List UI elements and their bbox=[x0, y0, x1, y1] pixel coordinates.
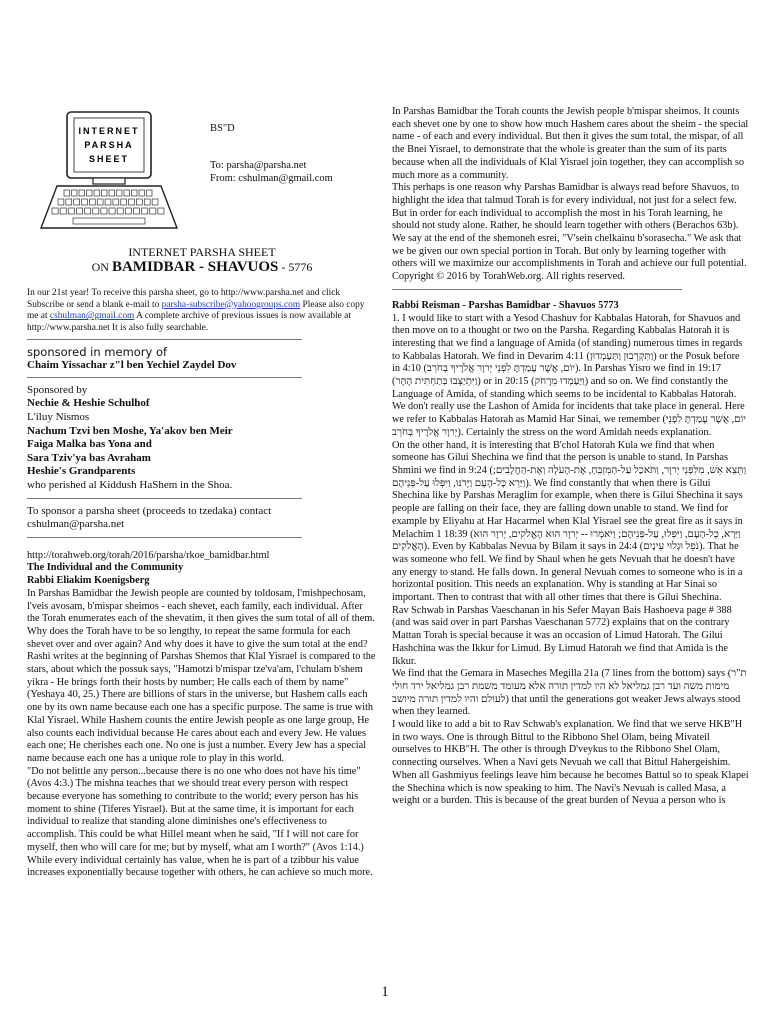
sponsor-contact bbox=[27, 505, 377, 532]
intro-text-1: In our 21st year! To receive this parsha sheet, go to http://www.parsha.net and click Subscribe or send a blank e-mail to bbox=[27, 288, 341, 310]
copyright: Copyright © 2016 by TorahWeb.org. All rights reserved. bbox=[392, 271, 625, 283]
title-year: - 5776 bbox=[281, 260, 313, 274]
logo-key bbox=[102, 190, 108, 196]
sponsor-line: Nechie & Heshie Schulhof bbox=[27, 397, 150, 410]
internet-parsha-sheet-logo bbox=[27, 110, 189, 242]
logo-key bbox=[129, 199, 135, 205]
logo-key bbox=[97, 199, 103, 205]
logo-key bbox=[125, 208, 131, 214]
logo-key bbox=[147, 190, 153, 196]
logo-key bbox=[133, 208, 139, 214]
sponsor-memory-name: Chaim Yissachar z"l ben Yechiel Zaydel Dov bbox=[27, 359, 237, 372]
sponsor-heading: Sponsored by bbox=[27, 383, 88, 396]
sponsor-line: L'iluy Nismos bbox=[27, 410, 90, 423]
logo-key bbox=[142, 208, 148, 214]
title-on: ON bbox=[91, 260, 109, 274]
logo-key bbox=[89, 199, 95, 205]
logo-key bbox=[68, 208, 74, 214]
logo-key bbox=[58, 199, 64, 205]
logo-key bbox=[82, 199, 88, 205]
intro-text-3: A complete archive of previous issues is now available at http://www.parsha.net It is also fully searchable. bbox=[27, 311, 351, 333]
divider bbox=[392, 289, 682, 290]
intro-paragraph bbox=[27, 288, 377, 334]
logo-key bbox=[136, 199, 142, 205]
divider bbox=[27, 498, 302, 499]
article-title: Rabbi Reisman - Parshas Bamidbar - Shavuos 5773 bbox=[392, 299, 619, 311]
logo-key bbox=[139, 190, 145, 196]
sponsor-footer: who perished al Kiddush HaShem in the Shoa. bbox=[27, 478, 233, 491]
sponsor-name: Faiga Malka bas Yona and bbox=[27, 438, 152, 451]
article-paragraph: On the other hand, it is interesting that B'chol Hatorah Kula we find that when someone has Gilui Shechina we find that the person is unable to stand. In Parshas Shmini we find in 9:24 (וַתֵּצֵא אֵשׁ, מִלִּפְנֵי יְרוָר, וַתֹּאכַל עַל-הַמִּזְבֵּחַ, אֶת-הָעֹלָה וְאֶת-הַחֲלָבִים; וַיַּרְא כָּל-הָעָם וַיָּרֹנּוּ, וַיִּפְּלוּ עַל-פְּנֵיהֶם). We find constantly that when there is Gilui Shechina like by Parshas Meraglim for example, when there is Gilui Shechina it says people are falling on their face, they are falling down unable to stand. We find for example by Eliyahu at Har Hacarmel when Klal Yisrael see the great fire as it says in Melachim 1 18:39 (וַיַּרְא, כָּל-הָעָם, וַיִּפְּלוּ, עַל-פְּנֵיהֶם; וַיֹּאמְרוּ -- יְרוָר הוּא הָאֱלֹקִים, יְרוָר הוּא הָאֱלֹקִים). Even by Kabbalas Nevua by Bilam it says in 24:4 (נֹפֵל וּגְלוּי עֵינָיִם). That he was someone who fell. We find by Shaul when he gets Nevuah that he doesn't have any energy to stand. He falls down. In general Nevuah comes to someone who is in a horizontal position. This needs an explanation. Why is standing at Har Sinai so important. Then to contrast that with all other times that there is Gilui Shechina. bbox=[392, 439, 747, 604]
logo-line-2: PARSHA bbox=[84, 140, 134, 150]
divider bbox=[27, 339, 302, 340]
sponsor-contact-line: To sponsor a parsha sheet (proceeds to tzedaka) contact bbox=[27, 504, 272, 517]
article-paragraph: "Do not belittle any person...because there is no one who does not have his time" (Avos 4:3.) The mishna teaches that we should treat every person with respect because everyone has something to contribute to the world; every person has his moment to shine (Tiferes Yisrael). But at the same time, it is important for each individual to realize that standing alone diminishes one's effectiveness to accomplish. This could be what Hillel meant when he said, "If I will not care for myself, then who will care for me; but by myself, what am I worth?" (Avos 1:14.) While every individual certainly has value, when he is part of a tzibbur his value increases exponentially because together with others, he can achieve so much more. bbox=[27, 765, 373, 879]
article-paragraph: This perhaps is one reason why Parshas Bamidbar is always read before Shavuos, to highlight the idea that talmud Torah is for every individual, not just for a select few. But in order for each individual to accomplish the most in his Torah learning, he should not study alone. Rather, he should learn together with others (Berachos 63b). bbox=[392, 182, 740, 232]
left-column bbox=[27, 288, 377, 880]
article-paragraph: I would like to add a bit to Rav Schwab's explanation. We find that we serve HKB"H in two ways. One is through Bittul to the Ribbono Shel Olam, being Mivateil ourselves to HKB"H. The other is through D'veykus to the Ribbono Shel Olam, connecting ourselves. When a Navi gets Nevuah we call that Bittul Hahergeishim. When all Gashmiyus feelings leave him because he becomes Battul so to speak Klapei the Shechina which is now speaking to him. The Navi's Nevuah is called Masa, a weight or a burden. This is because of the great burden of Nevua a person who is bbox=[392, 719, 749, 807]
sponsor-name: Nachum Tzvi ben Moshe, Ya'akov ben Meir bbox=[27, 424, 233, 437]
sponsor-name: Heshie's Grandparents bbox=[27, 465, 136, 478]
subscribe-link[interactable]: parsha-subscribe@yahoogroups.com bbox=[161, 299, 301, 310]
logo-key bbox=[158, 208, 164, 214]
logo-key bbox=[152, 199, 158, 205]
right-column bbox=[392, 106, 750, 808]
logo-key bbox=[60, 208, 66, 214]
bsd-label: BS"D bbox=[210, 123, 235, 134]
sponsor-name: Sara Tziv'ya bas Avraham bbox=[27, 451, 151, 464]
sponsor-block bbox=[27, 384, 377, 493]
logo-key bbox=[66, 199, 72, 205]
logo-key bbox=[132, 190, 138, 196]
article-author: Rabbi Eliakim Koenigsberg bbox=[27, 575, 150, 587]
logo-key bbox=[113, 199, 119, 205]
logo-key bbox=[117, 208, 123, 214]
email-link[interactable]: cshulman@gmail.com bbox=[49, 311, 135, 322]
logo-key bbox=[121, 199, 127, 205]
intro-text-2: Please also copy me at bbox=[27, 299, 365, 322]
logo-key bbox=[144, 199, 150, 205]
article-paragraph: In Parshas Bamidbar the Jewish people are counted by toldosam, l'mishpechosam, l'veis avosam, b'mispar sheimos - each shevet, each family, each individual. After the Torah enumerates each of the shevatim, it then gives the sum total of all of them. Why does the Torah have to be so lengthy, to repeat the same formula for each shevet over and over again? And why does it have to give the sum total at the end? bbox=[27, 587, 375, 650]
logo-key bbox=[74, 199, 80, 205]
logo-key bbox=[72, 190, 78, 196]
logo-key bbox=[79, 190, 85, 196]
article-paragraph: Rashi writes at the beginning of Parshas Shemos that Klal Yisrael is compared to the stars, about which the possuk says, "Hamotzi b'mispar tze'va'am, l'chulam b'shem yikra - He brings forth their hosts by number; He calls each of them by name" (Yeshaya 40, 25.) There are billions of stars in the universe, but Hashem calls each one by its own name because each one has a specific purpose. The same is true with Klal Yisrael. While Hashem counts the entire Jewish people as one large group, He also counts each individual because He cares about each and every Jew. He values each one; He cherishes each one. No one is just a number. Every Jew has a special name because each one has a unique role to play in this world. bbox=[27, 651, 376, 764]
logo-key bbox=[150, 208, 156, 214]
logo-key bbox=[101, 208, 107, 214]
article-title: The Individual and the Community bbox=[27, 562, 184, 574]
logo-key bbox=[85, 208, 91, 214]
logo-key bbox=[93, 208, 99, 214]
article-paragraph: Rav Schwab in Parshas Vaeschanan in his Sefer Mayan Bais Hashoeva page # 388 (and was said over in part Parshas Vaeschanan 5772) explains that on the contrary Mattan Torah is special because it was an occasion of Limud Hatorah. The Gilui Hashchina was the Ikkur for Limud. By Limud Hatorah we find that Amida is the Ikkur. bbox=[392, 604, 732, 667]
article-paragraph: We find that the Gemara in Maseches Megilla 21a (7 lines from the bottom) says (ת"ר מימות משה ועד רבן גמליאל לא היו למדין תורה אלא מעומד משמת רבן גמליאל ירד חולי לעולם והיו למדין תורה מיושב) that until the generations got weaker Jews always stood when they learned. bbox=[392, 668, 747, 718]
from-address: From: cshulman@gmail.com bbox=[210, 173, 333, 184]
logo-key bbox=[94, 190, 100, 196]
sponsor-contact-email: cshulman@parsha.net bbox=[27, 518, 125, 531]
logo-key bbox=[117, 190, 123, 196]
logo-key bbox=[87, 190, 93, 196]
article-url: http://torahweb.org/torah/2016/parsha/rkoe_bamidbar.html bbox=[27, 549, 270, 561]
logo-key bbox=[124, 190, 130, 196]
divider bbox=[27, 377, 302, 378]
to-address: To: parsha@parsha.net bbox=[210, 160, 307, 171]
logo-line-3: SHEET bbox=[88, 154, 130, 164]
sponsor-memory-heading: sponsored in memory of bbox=[27, 345, 168, 360]
title-parsha: BAMIDBAR - SHAVUOS bbox=[111, 259, 279, 275]
logo-key bbox=[52, 208, 58, 214]
logo-line-1: INTERNET bbox=[78, 126, 140, 136]
logo-key bbox=[109, 208, 115, 214]
page-number: 1 bbox=[381, 984, 389, 1000]
logo-key bbox=[64, 190, 70, 196]
logo-key bbox=[105, 199, 111, 205]
article-paragraph: We say at the end of the shemoneh esrei, "V'sein chelkainu b'sorasecha." We ask that we be given our own special portion in Torah. But only by learning together with others will we maximize our accomplishments in Torah and achieve our full potential. bbox=[392, 233, 747, 270]
divider bbox=[27, 537, 302, 538]
logo-key bbox=[76, 208, 82, 214]
sheet-subtitle bbox=[27, 259, 377, 276]
logo-key bbox=[109, 190, 115, 196]
sheet-title: INTERNET PARSHA SHEET bbox=[128, 245, 276, 259]
article-paragraph: In Parshas Bamidbar the Torah counts the Jewish people b'mispar sheimos. It counts each shevet one by one to show how much Hashem cares about the sheim - the special name - of each and every individual. But then it gives the sum total, the mispar, of all the Bnei Yisrael, to demonstrate that the whole is greater than the sum of its parts because when all the individuals of Klal Yisrael join together, they can accomplish so much more as a community. bbox=[392, 106, 749, 181]
article-paragraph: 1. I would like to start with a Yesod Chashuv for Kabbalas Hatorah, for Shavuos and then move on to a thought or two on the Parsha. Regarding Kabbalas Hatorah it is interesting that we find a language of Amida (of standing) numerous times in regards to Kabbalas Hatorah. We find in Devarim 4:11 (וַתִּקְרְבוּן וַתַּעַמְדוּן) or the Posuk before in 4:10 (יוֹם, אֲשֶׁר עָמַדְתָּ לִפְנֵי יְרוָר אֱלֹרֶיךָ בְּחֹרֵב). In Parshas Yisro we find in 19:17 (וַיִּתְיַצְּבוּ בְּתַחְתִּית הָהָר) or in 20:15 (וַיַּעַמְדוּ מֵרָחֹק) and so on. We find constantly the Language of Amida, of standing which seems to be incidental to Kabbalas Hatorah. We don't really use the Lashon of Amida for incidents that take place in general. Here we refer to Kabbalas Hatorah as Mamid Har Sinai, we remember (יוֹם, אֲשֶׁר עָמַדְתָּ לִפְנֵי יְרוָר אֱלֹרֶיךָ בְּחֹרֵב). Certainly the stress on the word Amidah needs explanation. bbox=[392, 312, 746, 438]
